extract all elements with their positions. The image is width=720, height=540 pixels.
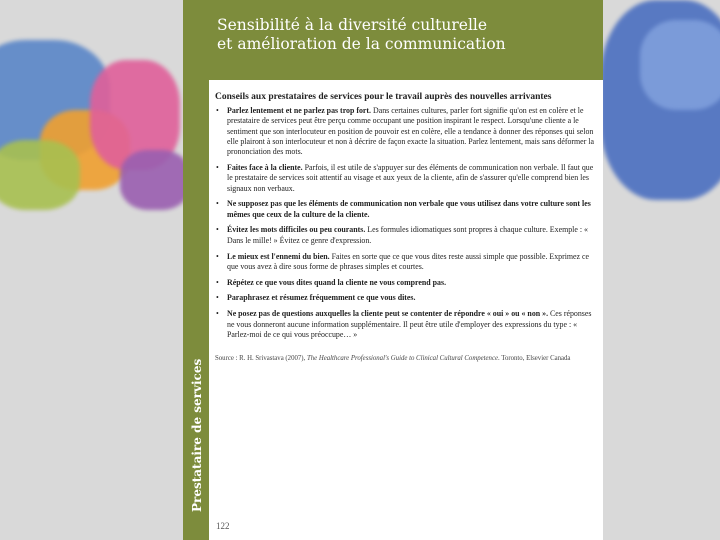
page-title-line-2: et amélioration de la communication <box>217 35 506 53</box>
bullet-icon: • <box>216 162 219 172</box>
tip-item <box>213 199 597 220</box>
bullet-icon: • <box>216 225 219 235</box>
watercolor-splash-left-green <box>0 140 80 210</box>
source-title: The Healthcare Professional's Guide to Clinical Cultural Competence <box>306 355 498 363</box>
tip-item <box>213 309 597 340</box>
page-title-line-1: Sensibilité à la diversité culturelle <box>217 16 488 34</box>
tip-lead: Faites face à la cliente. <box>227 162 303 172</box>
tip-item <box>213 106 597 157</box>
tips-box <box>213 92 597 363</box>
sidebar-label: Prestataire de services <box>190 358 204 512</box>
bullet-icon: • <box>216 293 219 303</box>
tip-lead: Ne supposez pas que les éléments de communication non verbale que vous utilisez dans votre culture sont les mêmes que ceux de la culture de la cliente. <box>227 199 591 219</box>
bullet-icon: • <box>216 309 219 319</box>
tip-item <box>213 225 597 246</box>
source-suffix: . Toronto, Elsevier Canada <box>498 355 571 363</box>
watercolor-splash-right-light <box>640 20 720 110</box>
tip-lead: Répétez ce que vous dites quand la cliente ne vous comprend pas. <box>227 277 447 287</box>
tip-text: Ces réponses ne vous donneront aucune information supplémentaire. Il peut être utile d'employer des expressions du type : « Parlez-moi de ce qui vous préoccupe… » <box>227 309 592 339</box>
bullet-icon: • <box>216 106 219 115</box>
tip-lead: Évitez les mots difficiles ou peu courants. <box>227 225 366 235</box>
source-citation <box>213 354 597 363</box>
tip-item <box>213 293 597 303</box>
tips-title: Conseils aux prestataires de services pour le travail auprès des nouvelles arrivantes <box>215 92 552 102</box>
tip-text: Les formules idiomatiques sont propres à chaque culture. Exemple : « Dans le mille! » Évitez ce genre d'expression. <box>227 225 588 245</box>
bullet-icon: • <box>216 251 219 261</box>
tip-item <box>213 278 597 288</box>
tip-lead: Paraphrasez et résumez fréquemment ce que vous dites. <box>227 293 416 303</box>
page-title <box>217 16 506 54</box>
bullet-icon: • <box>216 199 219 209</box>
tip-lead: Parlez lentement et ne parlez pas trop fort. <box>227 106 372 115</box>
watercolor-splash-left-purple <box>120 150 190 210</box>
page-header <box>183 0 603 80</box>
tip-text: Dans certaines cultures, parler fort signifie qu'on est en colère et le prestataire de services peut être perçu comme occupant une position inspirant le respect. Lorsqu'une cliente a le sentiment que son interlocuteur en position de pouvoir est en colère, elle a tendance à donner des réponses qui selon elle plairont à son interlocuteur et non à décrire de façon exacte la situation. Parlez lentement, mais sans déformer la prononciation des mots. <box>227 106 594 157</box>
tip-item <box>213 252 597 273</box>
page-number: 122 <box>216 521 230 531</box>
tip-text: Faites en sorte que ce que vous dites reste aussi simple que possible. Exprimez ce que vous avez à dire sous forme de phrases simples et courtes. <box>227 251 590 271</box>
document-page <box>183 0 603 540</box>
tip-text: Parfois, il est utile de s'appuyer sur des éléments de communication non verbale. Il faut que le prestataire de services soit attentif au visage et aux yeux de la cliente, afin de s'assurer qu'elle comprend bien les signaux non verbaux. <box>227 162 594 193</box>
tip-lead: Ne posez pas de questions auxquelles la cliente peut se contenter de répondre « oui » ou « non ». <box>227 309 549 319</box>
bullet-icon: • <box>216 277 219 287</box>
tip-lead: Le mieux est l'ennemi du bien. <box>227 251 330 261</box>
source-prefix: Source : R. H. Srivastava (2007), <box>215 355 307 363</box>
tip-item <box>213 163 597 194</box>
tips-list <box>213 106 597 340</box>
